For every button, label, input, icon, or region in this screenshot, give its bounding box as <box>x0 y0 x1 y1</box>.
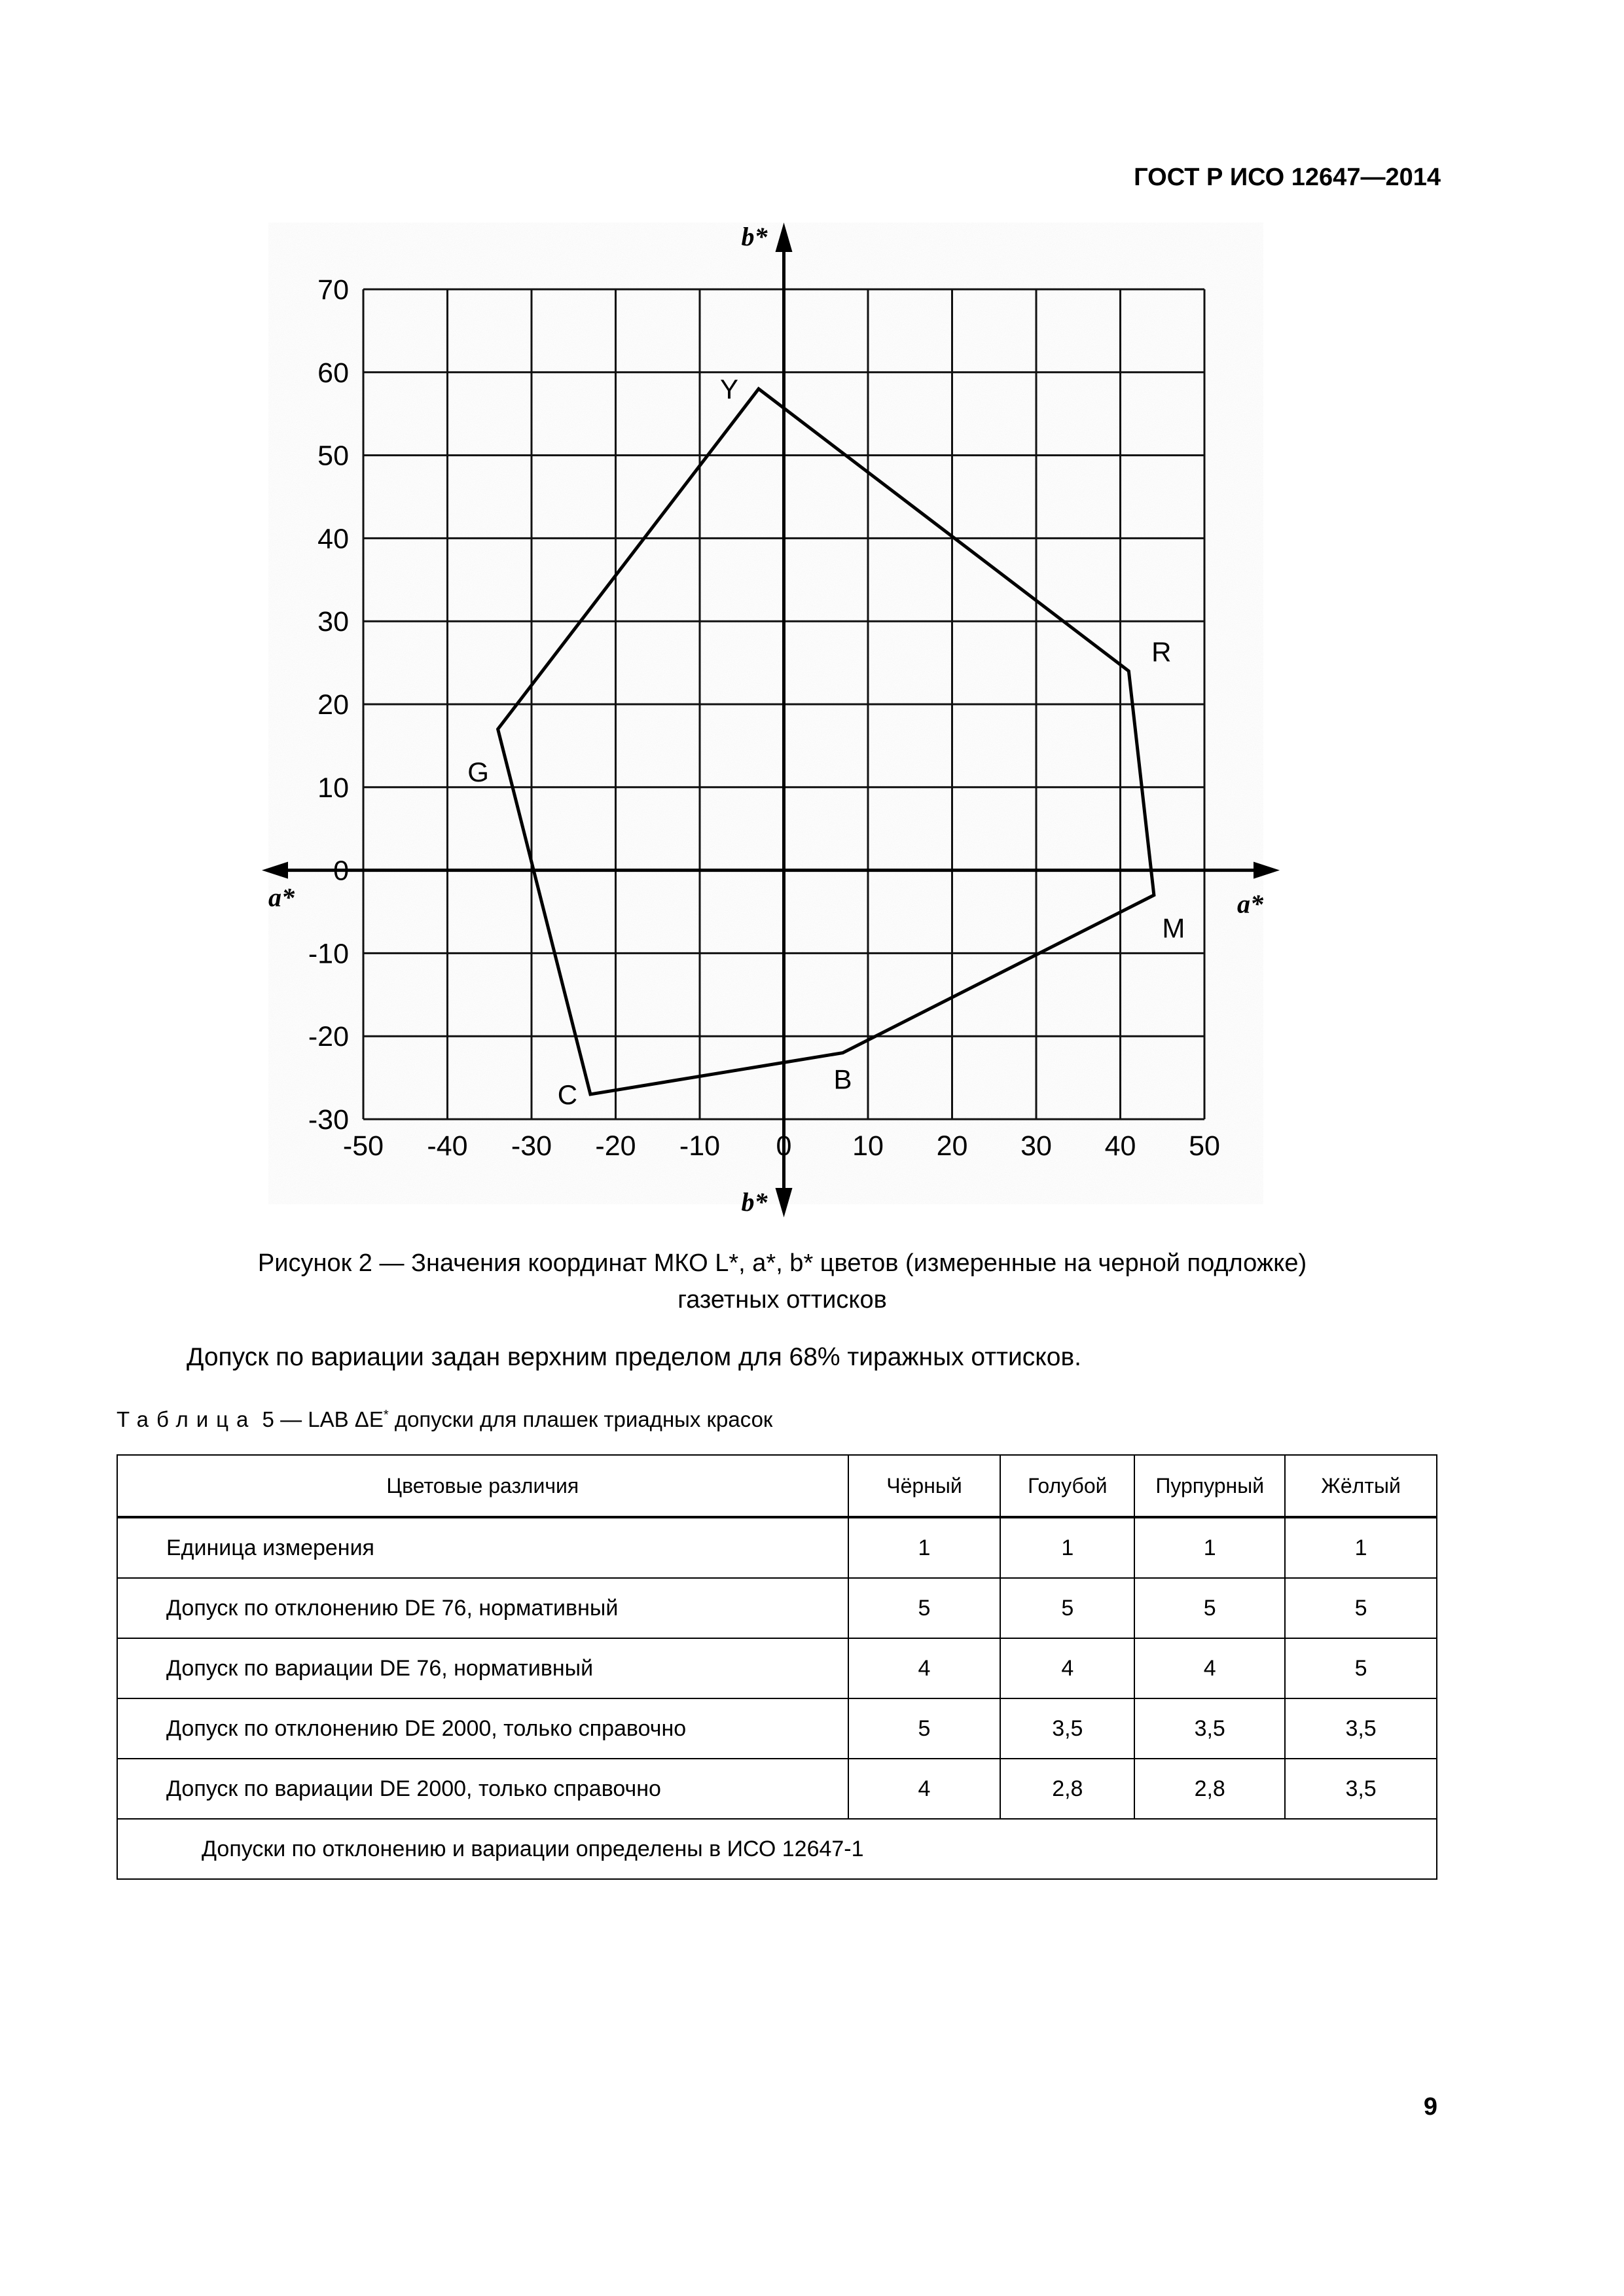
table-cell: 3,5 <box>1000 1698 1134 1759</box>
y-tick-label: 40 <box>317 523 349 555</box>
table-cell: 5 <box>1285 1638 1437 1698</box>
table-row-label: Допуск по отклонению DE 76, нормативный <box>117 1578 848 1638</box>
table-row-label: Единица измерения <box>117 1517 848 1578</box>
body-paragraph: Допуск по вариации задан верхним пределом для 68% тиражных оттисков. <box>187 1343 1082 1371</box>
table-cell: 3,5 <box>1134 1698 1285 1759</box>
point-label: G <box>467 757 489 788</box>
table-header-cell: Пурпурный <box>1134 1455 1285 1517</box>
table-header-cell: Жёлтый <box>1285 1455 1437 1517</box>
y-tick-label: -20 <box>308 1021 349 1053</box>
y-tick-label: 30 <box>317 606 349 638</box>
b-axis-label-top: b* <box>741 222 768 251</box>
table-title-prefix: Таблица <box>117 1407 257 1431</box>
table-row <box>117 1638 1437 1698</box>
table-title-suffix: допуски для плашек триадных красок <box>388 1407 773 1431</box>
table-row <box>117 1698 1437 1759</box>
figure-caption-line1: Рисунок 2 — Значения координат МКО L*, a*, b* цветов (измеренные на черной подложке) <box>257 1249 1307 1277</box>
figure-caption-line2: газетных оттисков <box>677 1286 887 1314</box>
data-point <box>757 387 760 390</box>
table-title-rest: 5 — LAB ΔE <box>256 1407 384 1431</box>
table-cell: 4 <box>1000 1638 1134 1698</box>
table-row-label: Допуск по вариации DE 76, нормативный <box>117 1638 848 1698</box>
x-tick-label: 40 <box>1104 1130 1136 1162</box>
point-label: R <box>1151 636 1172 668</box>
figure-caption <box>118 1245 1447 1318</box>
table-row <box>117 1759 1437 1819</box>
scan-texture <box>268 223 1263 1204</box>
data-point <box>1153 894 1155 897</box>
table-row <box>117 1517 1437 1578</box>
y-tick-label: 20 <box>317 689 349 721</box>
table-cell: 5 <box>1000 1578 1134 1638</box>
lab-chart <box>242 216 1283 1224</box>
table-row <box>117 1578 1437 1638</box>
x-tick-label: -50 <box>342 1130 384 1162</box>
table-cell: 1 <box>1000 1517 1134 1578</box>
table-row-label: Допуск по вариации DE 2000, только справочно <box>117 1759 848 1819</box>
table-header-cell: Голубой <box>1000 1455 1134 1517</box>
point-label: Y <box>719 374 738 405</box>
point-label: C <box>557 1079 578 1110</box>
table-cell: 5 <box>848 1698 1001 1759</box>
table-row-label: Допуск по отклонению DE 2000, только справочно <box>117 1698 848 1759</box>
table-cell: 3,5 <box>1285 1759 1437 1819</box>
table-cell: 4 <box>848 1638 1001 1698</box>
data-point <box>589 1093 592 1096</box>
b-axis-label-bottom: b* <box>741 1187 768 1217</box>
table-cell: 4 <box>1134 1638 1285 1698</box>
y-tick-label: 0 <box>333 855 349 887</box>
page-number: 9 <box>1423 2093 1437 2121</box>
x-tick-label: 30 <box>1020 1130 1052 1162</box>
table-cell: 1 <box>1285 1517 1437 1578</box>
table-note-row <box>117 1819 1437 1879</box>
table-cell: 1 <box>848 1517 1001 1578</box>
x-tick-label: 10 <box>852 1130 884 1162</box>
table-header-cell: Чёрный <box>848 1455 1001 1517</box>
data-point <box>497 728 499 730</box>
x-tick-label: -10 <box>679 1130 721 1162</box>
tolerance-table <box>117 1454 1437 1880</box>
table-cell: 3,5 <box>1285 1698 1437 1759</box>
table-cell: 4 <box>848 1759 1001 1819</box>
y-tick-label: -10 <box>308 938 349 970</box>
a-axis-label-left: a* <box>268 882 295 912</box>
table-note: Допуски по отклонению и вариации определены в ИСО 12647-1 <box>117 1819 1437 1879</box>
table-cell: 5 <box>848 1578 1001 1638</box>
x-tick-label: -40 <box>427 1130 468 1162</box>
table-header-cell: Цветовые различия <box>117 1455 848 1517</box>
a-axis-label-right: a* <box>1237 889 1263 919</box>
a-axis-arrow-right <box>1254 862 1280 879</box>
x-tick-label: 20 <box>936 1130 968 1162</box>
document-standard-header: ГОСТ Р ИСО 12647—2014 <box>1134 164 1441 191</box>
x-tick-label: 50 <box>1189 1130 1220 1162</box>
table-header-row <box>117 1455 1437 1517</box>
y-tick-label: 50 <box>317 440 349 472</box>
x-tick-label: 0 <box>776 1130 792 1162</box>
y-tick-label: 70 <box>317 274 349 306</box>
table-cell: 1 <box>1134 1517 1285 1578</box>
data-point <box>841 1052 844 1054</box>
table-title-sup: * <box>383 1408 389 1422</box>
table-cell: 2,8 <box>1134 1759 1285 1819</box>
table-cell: 5 <box>1285 1578 1437 1638</box>
x-tick-label: -20 <box>595 1130 636 1162</box>
table-title <box>117 1407 772 1432</box>
x-tick-label: -30 <box>511 1130 552 1162</box>
y-tick-label: 10 <box>317 772 349 804</box>
data-point <box>1127 670 1130 672</box>
point-label: B <box>833 1064 852 1095</box>
y-tick-label: -30 <box>308 1104 349 1136</box>
y-tick-label: 60 <box>317 357 349 389</box>
table-cell: 2,8 <box>1000 1759 1134 1819</box>
table-cell: 5 <box>1134 1578 1285 1638</box>
point-label: M <box>1162 912 1185 944</box>
